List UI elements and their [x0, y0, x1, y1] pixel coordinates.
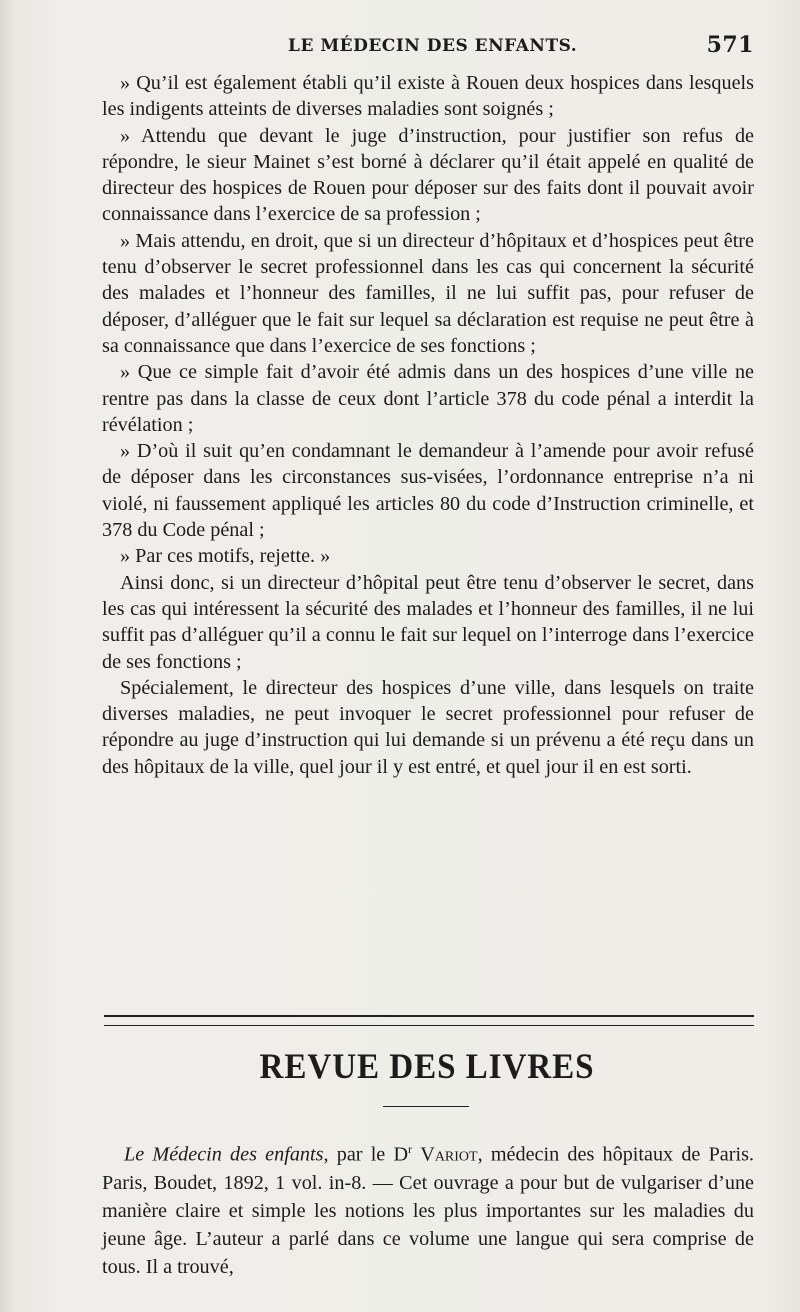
title-underline — [383, 1106, 469, 1107]
section-title: REVUE DES LIVRES — [259, 1046, 595, 1086]
review-body: , médecin des hôpitaux de Paris. Paris, Boudet, 1892, 1 vol. in-8. — Cet ouvrage a pour but de vulgariser d’une manière claire et simple les notions les plus importantes sur les maladies du jeune âge. L’auteur a parlé dans ce volume une langue qui sera comprise de tous. Il a trouvé, — [102, 1143, 755, 1278]
review-by: , par le D — [323, 1143, 409, 1166]
paragraph: » Qu’il est également établi qu’il existe à Rouen deux hospices dans lesquels les indigents atteints de diverses maladies sont soignés ; — [102, 72, 754, 121]
review-paragraph — [102, 1135, 754, 1281]
main-text — [102, 70, 754, 780]
page-number: 571 — [706, 32, 754, 58]
paragraph: » Que ce simple fait d’avoir été admis dans un des hospices d’une ville ne rentre pas dans la classe de ceux dont l’article 378 du code pénal a interdit la révélation ; — [102, 361, 754, 436]
paragraph: » Attendu que devant le juge d’instruction, pour justifier son refus de répondre, le sieur Mainet s’est borné à déclarer qu’il était appelé en qualité de directeur des hospices de Rouen pour déposer sur des faits dont il pouvait avoir connaissance dans l’exercice de sa profession ; — [102, 124, 754, 226]
section-divider — [104, 1015, 754, 1026]
paragraph: Spécialement, le directeur des hospices d’une ville, dans lesquels on traite diverses maladies, ne peut invoquer le secret professionnel pour refuser de répondre au juge d’instruction qui lui demande si un prévenu a été reçu dans un des hôpitaux de la ville, quel jour il y est entré, et quel jour il en est sorti. — [102, 676, 754, 778]
book-review — [102, 1135, 754, 1281]
doctor-abbrev-sup: r — [408, 1142, 413, 1156]
paragraph: » D’où il suit qu’en condamnant le demandeur à l’amende pour avoir refusé de déposer dans les circonstances sus-visées, l’ordonnance entreprise n’a ni violé, ni faussement appliqué les articles 80 du code d’Instruction criminelle, et 378 du Code pénal ; — [102, 440, 754, 542]
paragraph: Ainsi donc, si un directeur d’hôpital peut être tenu d’observer le secret, dans les cas qui intéressent la sécurité des malades et l’honneur des familles, il ne lui suffit pas d’alléguer qu’il a connu le fait sur lequel on l’interroge dans l’exercice de ses fonctions ; — [102, 571, 754, 673]
page-header — [100, 32, 754, 66]
running-title: LE MÉDECIN DES ENFANTS. — [288, 36, 578, 56]
paragraph: » Par ces motifs, rejette. » — [120, 545, 331, 568]
book-title: Le Médecin des enfants — [124, 1143, 324, 1166]
paragraph: » Mais attendu, en droit, que si un directeur d’hôpitaux et d’hospices peut être tenu d’observer le secret professionnel dans les cas qui concernent la sécurité des malades et l’honneur des familles, il ne lui suffit pas, pour refuser de déposer, d’alléguer que le fait sur lequel sa déclaration est requise ne peut être à sa connaissance que dans l’exercice de ses fonctions ; — [102, 229, 754, 357]
author-name: Variot — [420, 1143, 478, 1166]
